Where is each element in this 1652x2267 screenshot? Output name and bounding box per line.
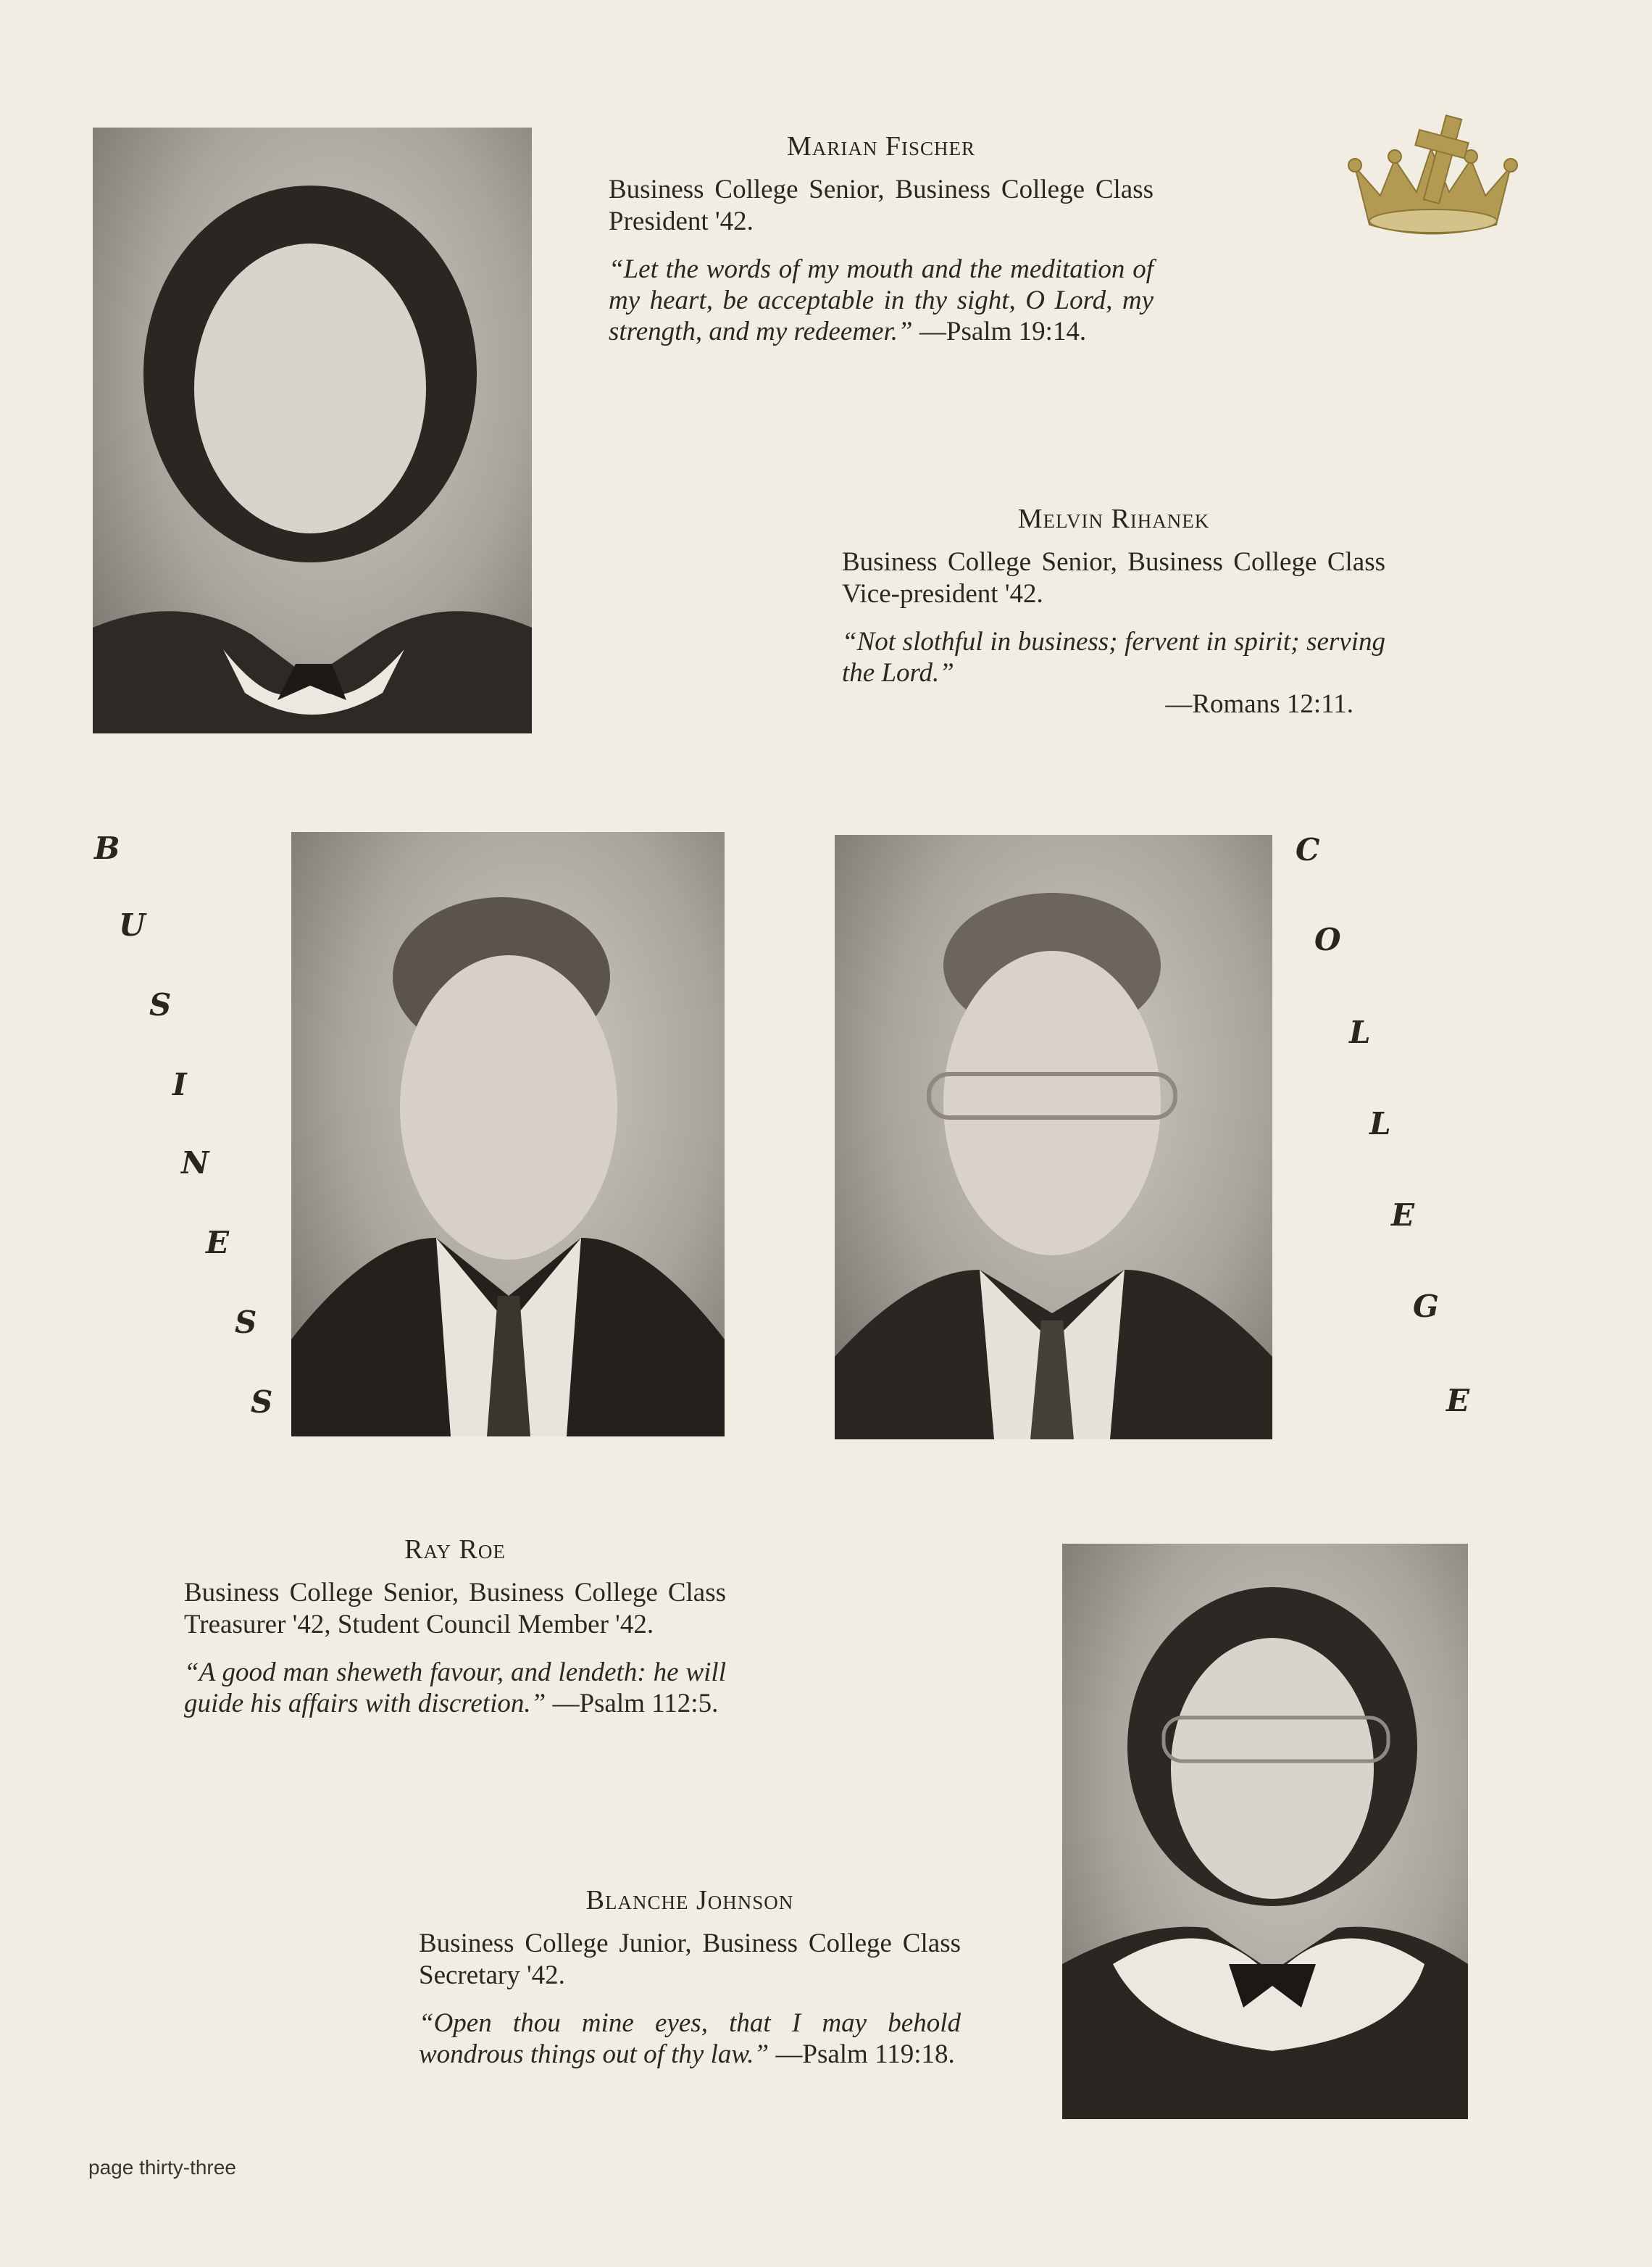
side-letter: C <box>1296 832 1320 868</box>
person-role: Business College Senior, Business College Class Vice-president '42. <box>842 547 1385 609</box>
person-name: Melvin Rihanek <box>1017 504 1210 534</box>
side-letter: E <box>1446 1383 1470 1418</box>
person-quote <box>609 254 1154 347</box>
quote-text: “Open thou mine eyes, that I may behold wondrous things out of thy law.” <box>419 2008 961 2069</box>
side-letter: I <box>172 1067 187 1102</box>
page-number: page thirty-three <box>88 2156 236 2179</box>
side-letter: S <box>235 1305 257 1340</box>
side-letter: O <box>1314 922 1341 957</box>
entry-blanche-johnson <box>419 1884 961 2070</box>
person-quote <box>184 1657 726 1719</box>
quote-reference: —Psalm 119:18. <box>775 2039 955 2069</box>
side-letter: G <box>1413 1289 1439 1324</box>
quote-text: “Not slothful in business; fervent in spirit; serving the Lord.” <box>842 627 1385 688</box>
crown-with-cross-icon <box>1340 109 1522 254</box>
person-name: Blanche Johnson <box>585 1885 794 1915</box>
quote-text: “A good man sheweth favour, and lendeth: he will guide his affairs with discretion.” <box>184 1657 726 1718</box>
person-name: Ray Roe <box>404 1534 506 1565</box>
side-letter: S <box>251 1384 273 1420</box>
person-role: Business College Senior, Business College Class Treasurer '42, Student Council Member '42. <box>184 1578 726 1639</box>
quote-reference: —Psalm 112:5. <box>552 1689 719 1718</box>
portrait-ray-roe <box>291 832 725 1436</box>
side-letter: E <box>1391 1197 1415 1233</box>
side-letter: S <box>149 987 172 1023</box>
quote-text: “Let the words of my mouth and the meditation of my heart, be acceptable in thy sight, O Lord, my strength, and my redeemer.” <box>609 254 1154 346</box>
side-letter: N <box>181 1145 209 1181</box>
person-name: Marian Fischer <box>787 131 975 162</box>
person-role: Business College Senior, Business College Class President '42. <box>609 175 1154 236</box>
side-letter: B <box>94 831 120 866</box>
person-quote <box>842 626 1385 720</box>
portrait-blanche-johnson <box>1062 1544 1468 2119</box>
side-letter: E <box>206 1225 230 1260</box>
quote-reference: —Romans 12:11. <box>1165 689 1353 719</box>
person-quote <box>419 2008 961 2070</box>
quote-reference: —Psalm 19:14. <box>919 317 1087 346</box>
entry-marian-fischer <box>609 130 1154 347</box>
portrait-marian-fischer <box>93 128 532 733</box>
portrait-melvin-rihanek <box>835 835 1272 1439</box>
person-role: Business College Junior, Business College Class Secretary '42. <box>419 1929 961 1990</box>
entry-melvin-rihanek <box>842 503 1385 720</box>
side-letter: L <box>1349 1015 1371 1050</box>
side-letter: L <box>1369 1106 1391 1141</box>
side-letter: U <box>119 907 146 943</box>
entry-ray-roe <box>184 1534 726 1719</box>
